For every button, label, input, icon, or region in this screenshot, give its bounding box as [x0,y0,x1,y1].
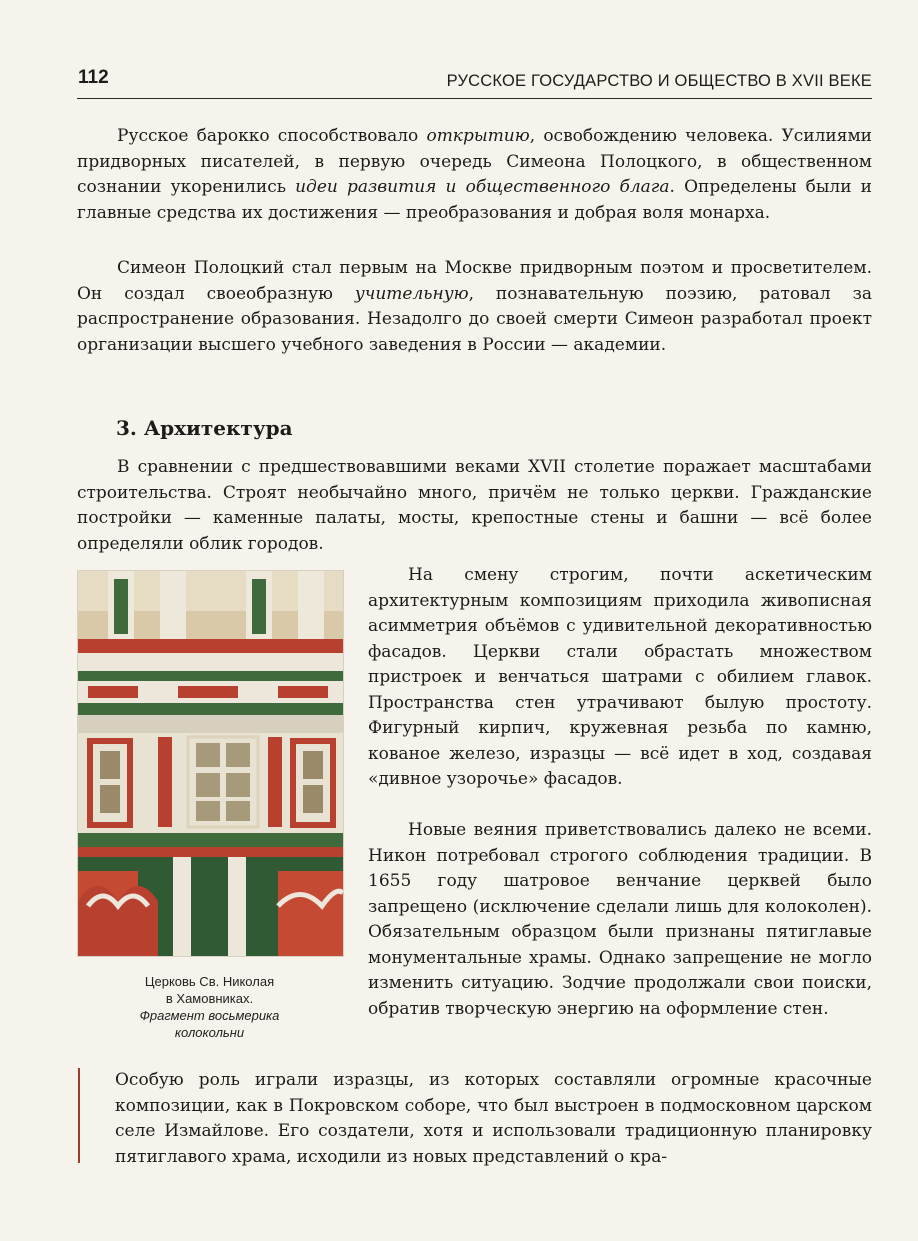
paragraph-nikon: Новые веяния приветствовались далеко не всеми. Никон потребовал строгого соблюдения традиции. В 1655 году шатровое венчание церквей было запрещено (исключение сделали лишь для колоколен). Обязательным образцом были признаны пятиглавые монументальные храмы. Однако запрещение не могло изменить ситуацию. Зодчие продолжали свои поиски, обратив творческую энергию на оформление стен. [368,820,872,1019]
paragraph-architecture-intro: В сравнении с предшествовавшими веками XVII столетие поражает масштабами строительства. Строят необычайно много, причём не только церкви. Гражданские постройки — каменные палаты, мосты, крепостные стены и башни — всё более определяли облик городов. [77,457,872,554]
paragraph-simeon [77,256,872,358]
emphasis: идеи развития и общественного блага [295,177,670,197]
paragraph-tiles: Особую роль играли изразцы, из которых составляли огромные красочные композиции, как в Покровском соборе, что был выстроен в подмосковном царском селе Измайлове. Его создатели, хотя и использовали традиционную планировку пятиглавого храма, исходили из новых представлений о кра- [115,1070,872,1167]
page-header [77,66,872,99]
emphasis: учительную [354,283,469,304]
caption-line: Церковь Св. Николая [144,974,275,989]
text-run: , освобождению человека. Усилиями придворных писателей, в первую очередь Симеона Полоцкого, в общественном сознании укоренились [77,126,872,197]
emphasis: открытию [426,126,530,146]
caption-line: в Хамовниках. [165,991,254,1006]
paragraph-picturesque: На смену строгим, почти аскетическим архитектурным композициям приходила живописная асимметрия объёмов с удивительной декоративностью фасадов. Церкви стали обрастать множеством пристроек и венчаться шатрами с обилием главок. Пространства стен утрачивают былую простоту. Фигурный кирпич, кружевная резьба по камню, кованое железо, изразцы — всё идет в ход, создавая «дивное узорочье» фасадов. [368,565,872,789]
text-run: Русское барокко способствовало [117,126,427,146]
caption-line-italic: колокольни [174,1025,245,1040]
text-run: Симеон Полоцкий стал первым на Москве придворным поэтом и просветителем. Он создал своеобразную [77,258,872,304]
text-run: , познавательную поэзию, ратовал за распространение образования. Незадолго до своей смерти Симеон разработал проект организации высшего учебного заведения в России — академии. [77,283,872,355]
church-photo [77,570,344,957]
caption-line-italic: Фрагмент восьмерика [139,1008,280,1023]
section-heading: 3. Архитектура [116,416,293,440]
photo-caption [77,973,342,1041]
page-number: 112 [78,67,109,88]
paragraph-baroque [77,124,872,226]
margin-accent-bar [78,1068,80,1163]
text-run: . Определены были и главные средства их достижения — преобразования и добрая воля монарха. [77,177,872,223]
running-title: РУССКОЕ ГОСУДАРСТВО И ОБЩЕСТВО В XVII ВЕКЕ [446,72,872,90]
